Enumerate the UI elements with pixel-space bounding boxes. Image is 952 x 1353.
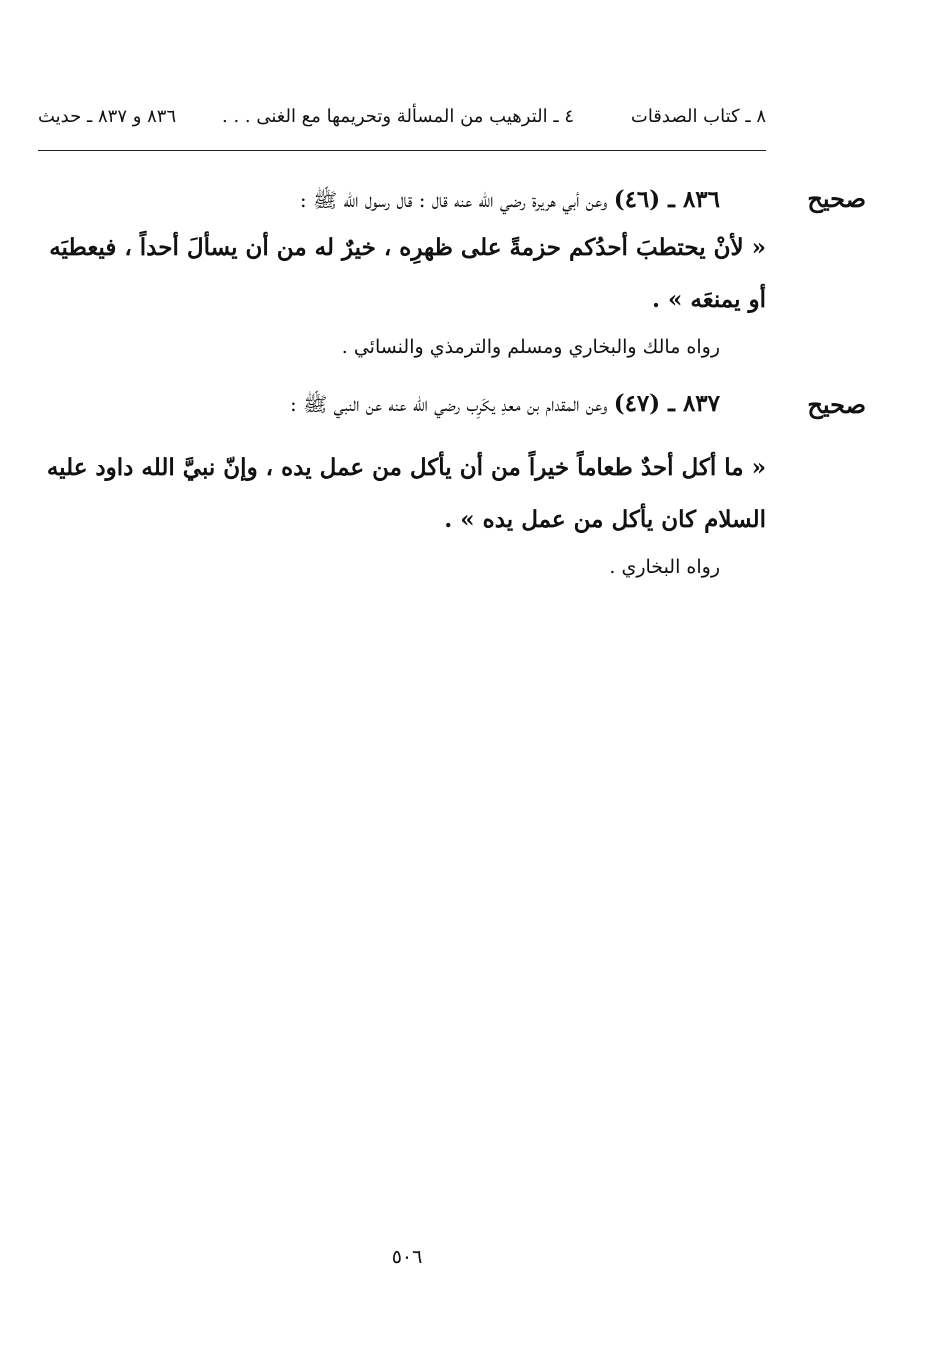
page-number: ٥٠٦: [391, 1246, 423, 1268]
hadith-intro: [300, 186, 720, 217]
hadith-matn: « لأنْ يحتطبَ أحدُكم حزمةً على ظهرِه ، خيرٌ له من أن يسألَ أحداً ، فيعطيَه أو يمنعَه » .: [49, 234, 766, 313]
hadith-matn: « ما أكل أحدٌ طعاماً خيراً من أن يأكل من عمل يده ، وإنّ نبيَّ الله داود عليه السلام كان يأكل من عمل يده » .: [46, 454, 766, 533]
hadith-intro-text: وعن المقدام بن معدِ يكَرِب رضي الله عنه عن النبي ﷺ :: [290, 392, 608, 416]
hadith-grade: صحيح: [807, 184, 866, 213]
header-divider: [38, 150, 766, 151]
header-hadith-range: ٨٣٦ و ٨٣٧ ـ حديث: [38, 106, 177, 127]
hadith-source: رواه مالك والبخاري ومسلم والترمذي والنسائي .: [341, 336, 720, 358]
header-chapter: ٨ ـ كتاب الصدقات: [630, 106, 766, 127]
header-section: ٤ ـ الترهيب من المسألة وتحريمها مع الغنى . . .: [222, 106, 574, 127]
hadith-grade: صحيح: [807, 390, 866, 419]
running-header: [38, 100, 766, 134]
hadith-source: رواه البخاري .: [609, 556, 720, 578]
hadith-intro-text: وعن أبي هريرة رضي الله عنه قال : قال رسول الله ﷺ :: [299, 188, 608, 212]
hadith-number: ٨٣٧ ـ (٤٧): [613, 390, 720, 417]
hadith-intro: [290, 390, 720, 421]
hadith-number: ٨٣٦ ـ (٤٦): [613, 186, 720, 213]
